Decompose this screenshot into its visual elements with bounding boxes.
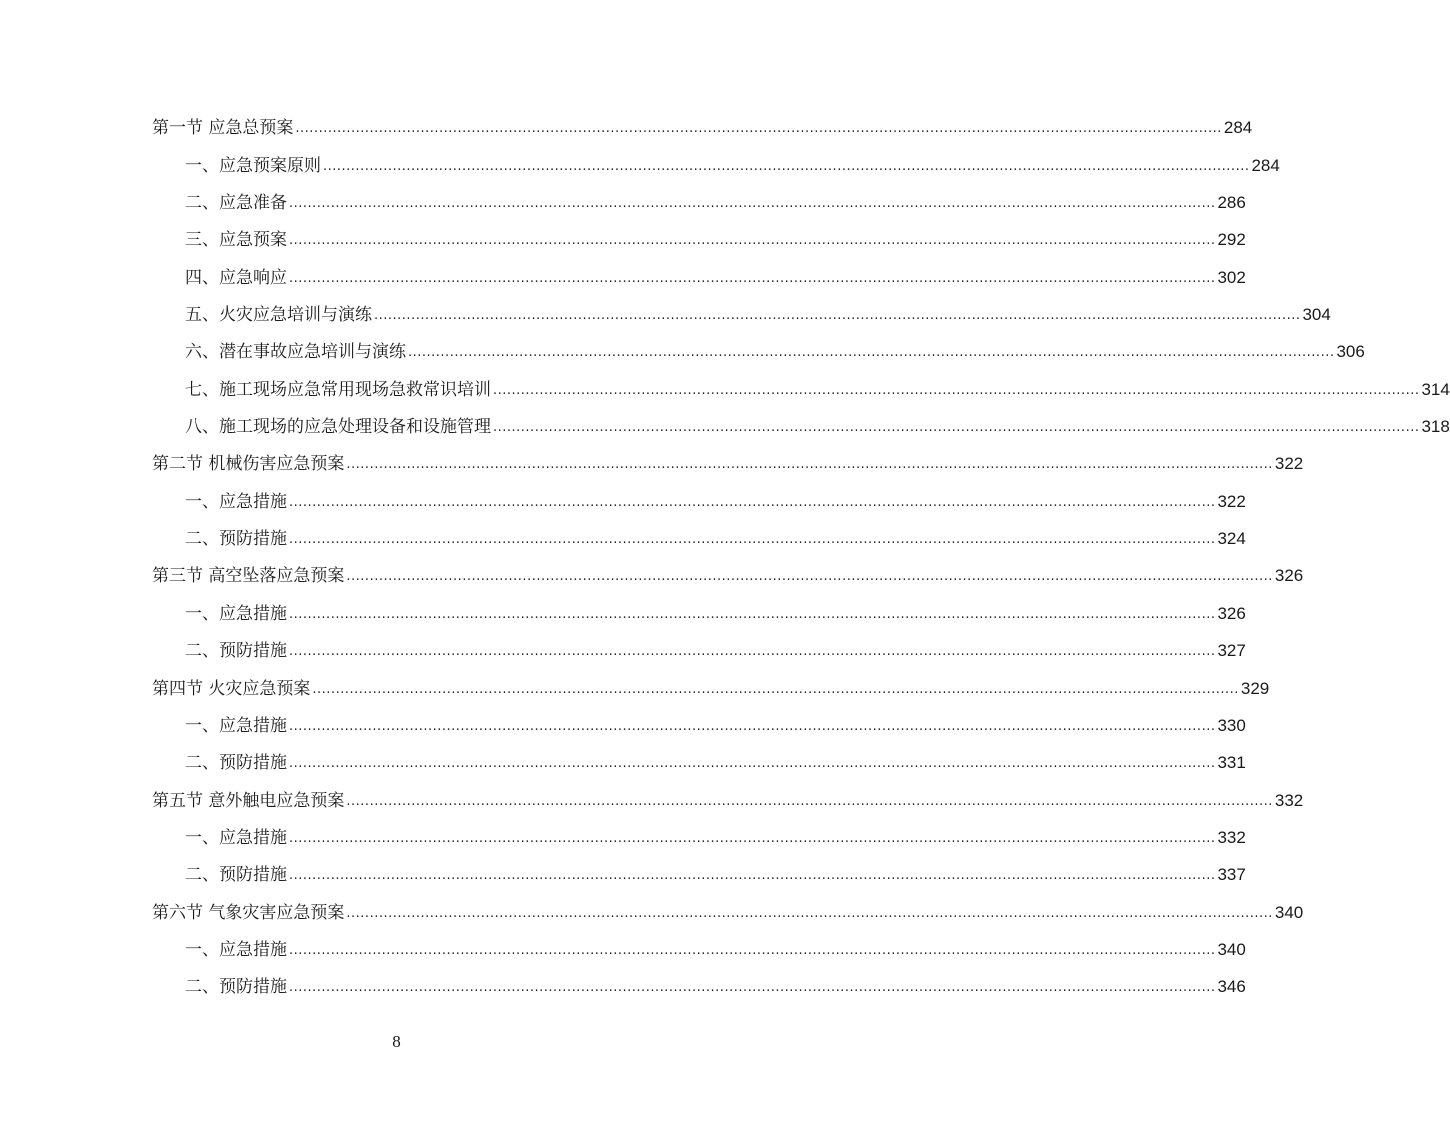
toc-entry-label: 八、施工现场的应急处理设备和设施管理 (185, 417, 491, 438)
toc-leader-dots: ........................................................................................................................................................................................................ (493, 420, 1420, 436)
toc-subsection-entry[interactable] (152, 288, 1331, 326)
toc-leader-dots: ........................................................................................................................................................................................................ (346, 793, 1273, 809)
toc-entry-label: 一、应急措施 (185, 603, 287, 624)
toc-entry-page: 331 (1217, 753, 1246, 773)
toc-section-entry[interactable] (152, 549, 1304, 587)
toc-leader-dots: ........................................................................................................................................................................................................ (346, 905, 1273, 921)
toc-entry-label: 第一节 应急总预案 (152, 118, 294, 139)
toc-subsection-entry[interactable] (152, 138, 1280, 176)
toc-entry-page: 326 (1217, 603, 1246, 623)
toc-entry-page: 346 (1217, 977, 1246, 997)
toc-entry-page: 340 (1217, 939, 1246, 959)
toc-subsection-entry[interactable] (152, 250, 1246, 288)
toc-entry-page: 324 (1217, 529, 1246, 549)
toc-entry-label: 二、预防措施 (185, 865, 287, 886)
toc-leader-dots: ........................................................................................................................................................................................................ (346, 569, 1273, 585)
toc-leader-dots: ........................................................................................................................................................................................................ (289, 532, 1216, 548)
toc-section-entry[interactable] (152, 773, 1304, 811)
toc-leader-dots: ........................................................................................................................................................................................................ (374, 308, 1301, 324)
toc-leader-dots: ........................................................................................................................................................................................................ (289, 270, 1216, 286)
toc-subsection-entry[interactable] (152, 811, 1246, 848)
toc-subsection-entry[interactable] (152, 362, 1450, 400)
toc-leader-dots: ........................................................................................................................................................................................................ (289, 756, 1216, 772)
toc-leader-dots: ........................................................................................................................................................................................................ (346, 457, 1273, 473)
toc-entry-page: 326 (1274, 566, 1304, 586)
toc-entry-page: 302 (1217, 267, 1246, 287)
table-of-contents (152, 101, 1450, 998)
toc-entry-page: 329 (1240, 678, 1270, 698)
toc-entry-page: 284 (1251, 155, 1280, 175)
toc-subsection-entry[interactable] (152, 400, 1450, 438)
toc-leader-dots: ........................................................................................................................................................................................................ (289, 196, 1216, 212)
toc-leader-dots: ........................................................................................................................................................................................................ (408, 345, 1335, 361)
toc-subsection-entry[interactable] (152, 736, 1246, 774)
toc-section-entry[interactable] (152, 661, 1270, 699)
toc-subsection-entry[interactable] (152, 624, 1246, 662)
toc-entry-page: 340 (1274, 902, 1304, 922)
toc-leader-dots: ........................................................................................................................................................................................................ (289, 868, 1216, 884)
toc-leader-dots: ........................................................................................................................................................................................................ (289, 494, 1216, 510)
toc-entry-label: 第四节 火灾应急预案 (152, 678, 311, 699)
toc-subsection-entry[interactable] (152, 960, 1246, 998)
toc-entry-label: 一、应急措施 (185, 827, 287, 848)
toc-subsection-entry[interactable] (152, 512, 1246, 550)
toc-entry-label: 二、预防措施 (185, 641, 287, 662)
toc-entry-label: 第二节 机械伤害应急预案 (152, 454, 345, 475)
toc-subsection-entry[interactable] (152, 923, 1246, 960)
toc-leader-dots: ........................................................................................................................................................................................................ (289, 606, 1216, 622)
toc-leader-dots: ........................................................................................................................................................................................................ (295, 121, 1222, 137)
toc-entry-page: 332 (1217, 827, 1246, 847)
toc-entry-page: 286 (1217, 193, 1246, 213)
toc-subsection-entry[interactable] (152, 325, 1365, 363)
toc-leader-dots: ........................................................................................................................................................................................................ (289, 980, 1216, 996)
toc-entry-label: 二、预防措施 (185, 529, 287, 550)
toc-section-entry[interactable] (152, 437, 1304, 475)
toc-entry-page: 322 (1274, 454, 1304, 474)
toc-leader-dots: ........................................................................................................................................................................................................ (289, 233, 1216, 249)
page-number: 8 (392, 1032, 401, 1051)
toc-entry-label: 一、应急措施 (185, 715, 287, 736)
toc-subsection-entry[interactable] (152, 176, 1246, 214)
toc-entry-page: 318 (1421, 417, 1450, 437)
toc-leader-dots: ........................................................................................................................................................................................................ (289, 830, 1216, 846)
toc-entry-label: 第三节 高空坠落应急预案 (152, 566, 345, 587)
toc-entry-label: 六、潜在事故应急培训与演练 (185, 342, 406, 363)
toc-leader-dots: ........................................................................................................................................................................................................ (289, 644, 1216, 660)
toc-entry-page: 322 (1217, 491, 1246, 511)
toc-leader-dots: ........................................................................................................................................................................................................ (323, 158, 1250, 174)
toc-entry-page: 292 (1217, 230, 1246, 250)
toc-subsection-entry[interactable] (152, 848, 1246, 886)
toc-entry-page: 337 (1217, 865, 1246, 885)
toc-entry-page: 314 (1421, 379, 1450, 399)
toc-entry-page: 284 (1223, 118, 1253, 138)
toc-entry-label: 第六节 气象灾害应急预案 (152, 902, 345, 923)
toc-subsection-entry[interactable] (152, 699, 1246, 736)
toc-entry-label: 一、应急措施 (185, 491, 287, 512)
toc-leader-dots: ........................................................................................................................................................................................................ (312, 681, 1239, 697)
toc-entry-page: 306 (1336, 342, 1365, 362)
toc-entry-label: 七、施工现场应急常用现场急救常识培训 (185, 379, 491, 400)
toc-subsection-entry[interactable] (152, 474, 1246, 512)
toc-subsection-entry[interactable] (152, 213, 1246, 251)
toc-entry-label: 二、预防措施 (185, 977, 287, 998)
toc-entry-label: 二、应急准备 (185, 193, 287, 214)
toc-entry-label: 第五节 意外触电应急预案 (152, 790, 345, 811)
toc-entry-page: 330 (1217, 715, 1246, 735)
toc-section-entry[interactable] (152, 885, 1304, 923)
toc-entry-page: 332 (1274, 790, 1304, 810)
toc-entry-label: 一、应急措施 (185, 939, 287, 960)
toc-entry-label: 二、预防措施 (185, 753, 287, 774)
toc-section-entry[interactable] (152, 101, 1253, 139)
toc-leader-dots: ........................................................................................................................................................................................................ (289, 942, 1216, 958)
toc-entry-label: 一、应急预案原则 (185, 155, 321, 176)
toc-entry-page: 327 (1217, 641, 1246, 661)
toc-entry-label: 三、应急预案 (185, 230, 287, 251)
toc-leader-dots: ........................................................................................................................................................................................................ (493, 382, 1420, 398)
toc-subsection-entry[interactable] (152, 586, 1246, 624)
toc-leader-dots: ........................................................................................................................................................................................................ (289, 718, 1216, 734)
toc-entry-label: 五、火灾应急培训与演练 (185, 305, 372, 326)
toc-entry-page: 304 (1302, 305, 1331, 325)
toc-entry-label: 四、应急响应 (185, 267, 287, 288)
